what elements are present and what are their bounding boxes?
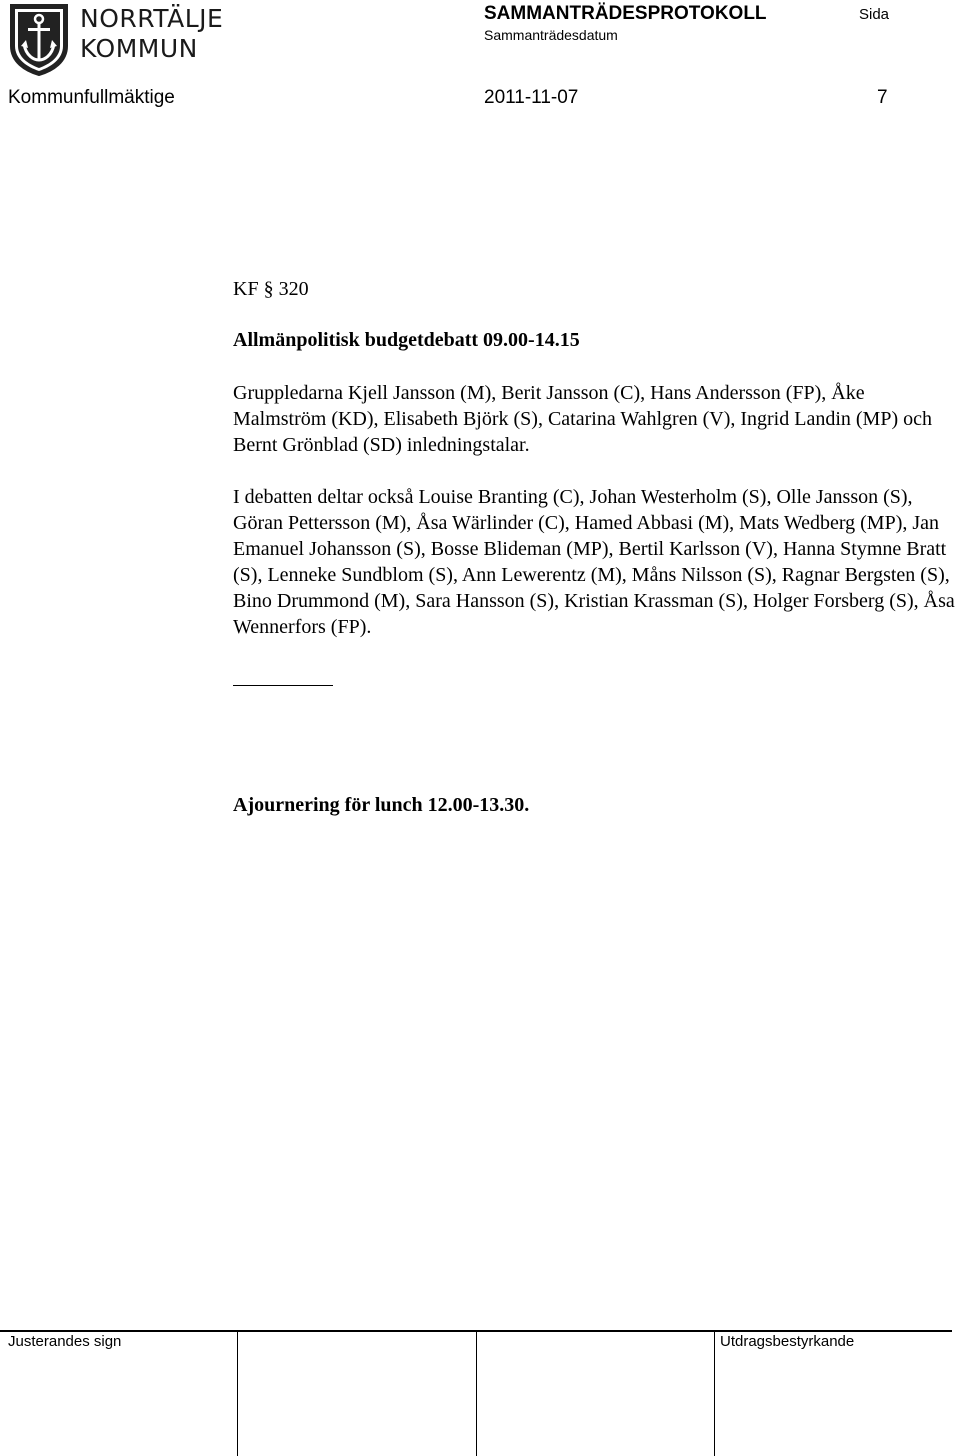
- certification-label: Utdragsbestyrkande: [720, 1333, 855, 1350]
- separator-line: [233, 685, 333, 686]
- page-label: Sida: [859, 6, 890, 23]
- footer-divider: [476, 1331, 477, 1456]
- adjournment-note: Ajournering för lunch 12.00-13.30.: [233, 794, 530, 816]
- body-name: Kommunfullmäktige: [8, 87, 175, 108]
- body-paragraph-debaters: I debatten deltar också Louise Branting (C), Johan Westerholm (S), Olle Jansson (S), Göran Pettersson (M), Åsa Wärlinder (C), Hamed Abbasi (M), Mats Wedberg (MP), Jan Emanuel Johansson (S), Bosse Blideman (MP), Bertil Karlsson (V), Hanna Stymne Bratt (S), Lenneke Sundblom (S), Ann Lewerentz (M), Måns Nilsson (S), Ragnar Bergsten (S), Bino Drummond (M), Sara Hansson (S), Kristian Krassman (S), Holger Forsberg (S), Åsa Wennerfors (FP).: [233, 486, 955, 638]
- logo-line-1: NORRTÄLJE: [80, 4, 224, 33]
- signature-label: Justerandes sign: [8, 1333, 122, 1350]
- footer-divider: [714, 1331, 715, 1456]
- document-type: SAMMANTRÄDESPROTOKOLL: [484, 3, 767, 24]
- date-label: Sammanträdesdatum: [484, 27, 618, 43]
- paragraph-reference: KF § 320: [233, 278, 309, 300]
- footer-divider: [237, 1331, 238, 1456]
- logo-line-2: KOMMUN: [80, 34, 198, 63]
- page-number: 7: [877, 87, 888, 108]
- section-title: Allmänpolitisk budgetdebatt 09.00-14.15: [233, 329, 580, 351]
- meeting-date: 2011-11-07: [484, 87, 579, 108]
- municipality-logo-text: [80, 4, 223, 64]
- body-paragraph-speakers: Gruppledarna Kjell Jansson (M), Berit Jansson (C), Hans Andersson (FP), Åke Malmström (KD), Elisabeth Björk (S), Catarina Wahlgren (V), Ingrid Landin (MP) och Bernt Grönblad (SD) inledningstalar.: [233, 382, 932, 456]
- municipality-coat-of-arms: [8, 2, 70, 76]
